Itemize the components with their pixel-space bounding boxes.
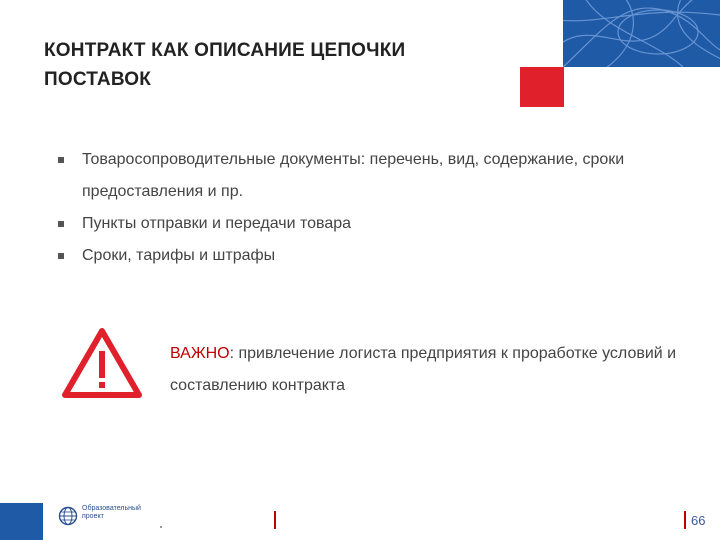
corner-blue-graphic [563, 0, 720, 67]
footer-divider [274, 511, 276, 529]
bullet-list [58, 144, 678, 272]
warning-body: : привлечение логиста предприятия к проработке условий и составлению контракта [170, 345, 677, 394]
title-line-2: ПОСТАВОК [44, 69, 152, 90]
title-line-1: КОНТРАКТ КАК ОПИСАНИЕ ЦЕПОЧКИ [44, 40, 406, 61]
brand-line-2: проект [82, 513, 104, 520]
footer-dot [160, 526, 162, 528]
list-item: Товаросопроводительные документы: перечень, вид, содержание, сроки предоставления и пр. [58, 144, 678, 208]
page-number: 66 [691, 513, 706, 528]
footer-blue-block [0, 503, 43, 540]
list-item: Пункты отправки и передачи товара [58, 208, 678, 240]
footer-brand [82, 505, 141, 521]
corner-red-block [520, 67, 564, 107]
slide-title [44, 36, 514, 94]
warning-note [170, 338, 690, 402]
footer-divider [684, 511, 686, 529]
globe-logo-icon [58, 506, 78, 526]
list-item: Сроки, тарифы и штрафы [58, 240, 678, 272]
warning-key: ВАЖНО [170, 345, 230, 362]
brand-line-1: Образовательный [82, 505, 141, 512]
warning-triangle-icon [60, 326, 144, 400]
